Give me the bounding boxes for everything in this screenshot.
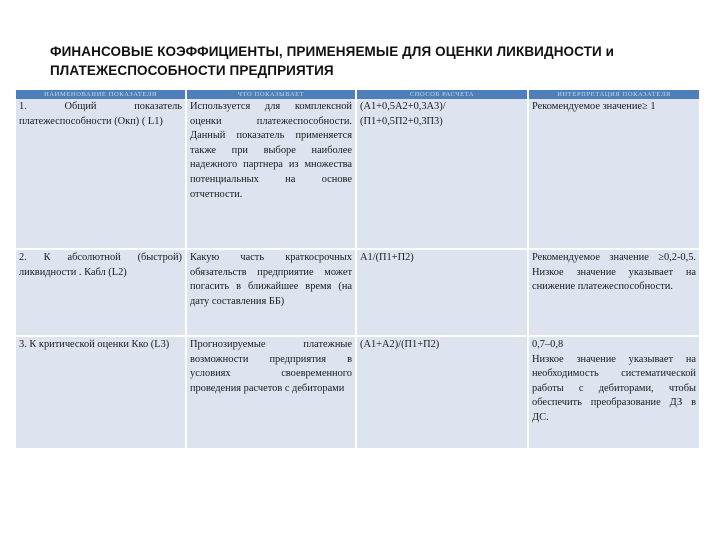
table-row [16, 99, 699, 249]
formula-cell [356, 99, 528, 249]
ratios-table [16, 90, 699, 448]
header-what-it-shows: ЧТО ПОКАЗЫВАЕТ [186, 90, 356, 99]
slide-title-line-1: ФИНАНСОВЫЕ КОЭФФИЦИЕНТЫ, ПРИМЕНЯЕМЫЕ ДЛЯ ОЦЕНКИ ЛИКВИДНОСТИ и [50, 44, 615, 59]
what-it-shows-cell: Какую часть краткосрочных обязательств предприятие может погасить в ближайшее время (на дату составления ББ) [186, 249, 356, 336]
header-indicator-name: НАИМЕНОВАНИЕ ПОКАЗАТЕЛЯ [16, 90, 186, 99]
table-header-row [16, 90, 699, 99]
recommended-range: 0,7–0,8 [532, 339, 564, 350]
slide-title [50, 42, 670, 80]
interpretation-cell: Рекомендуемое значение≥ 1 [528, 99, 699, 249]
table-row [16, 249, 699, 336]
interpretation-cell [528, 336, 699, 448]
what-it-shows-cell: Прогнозируемые платежные возможности предприятия в условиях своевременного проведения расчетов с дебиторами [186, 336, 356, 448]
formula-numerator: (А1+0,5А2+0,3А3)/ [360, 101, 446, 112]
interpretation-text: Низкое значение указывает на необходимость систематической работы с дебиторами, чтобы обеспечить преобразование ДЗ в ДС. [532, 353, 696, 423]
indicator-name-cell: 3. К критической оценки Кко (L3) [16, 336, 186, 448]
formula-cell: А1/(П1+П2) [356, 249, 528, 336]
indicator-name-cell: 1. Общий показатель платежеспособности (Окп) ( L1) [16, 99, 186, 249]
indicator-name-cell: 2. К абсолютной (быстрой) ликвидности . Кабл (L2) [16, 249, 186, 336]
slide-title-line-2: ПЛАТЕЖЕСПОСОБНОСТИ ПРЕДПРИЯТИЯ [50, 63, 334, 78]
header-calculation-method: СПОСОБ РАСЧЕТА [356, 90, 528, 99]
header-interpretation: ИНТЕРПРЕТАЦИЯ ПОКАЗАТЕЛЯ [528, 90, 699, 99]
what-it-shows-cell: Используется для комплексной оценки платежеспособности. Данный показатель применяется также при выборе наиболее надежного партнера из множества потенциальных на основе отчетности. [186, 99, 356, 249]
interpretation-cell: Рекомендуемое значение ≥0,2-0,5. Низкое значение указывает на снижение платежеспособности. [528, 249, 699, 336]
formula-cell: (А1+А2)/(П1+П2) [356, 336, 528, 448]
formula-denominator: (П1+0,5П2+0,3П3) [360, 115, 443, 127]
table-row [16, 336, 699, 448]
